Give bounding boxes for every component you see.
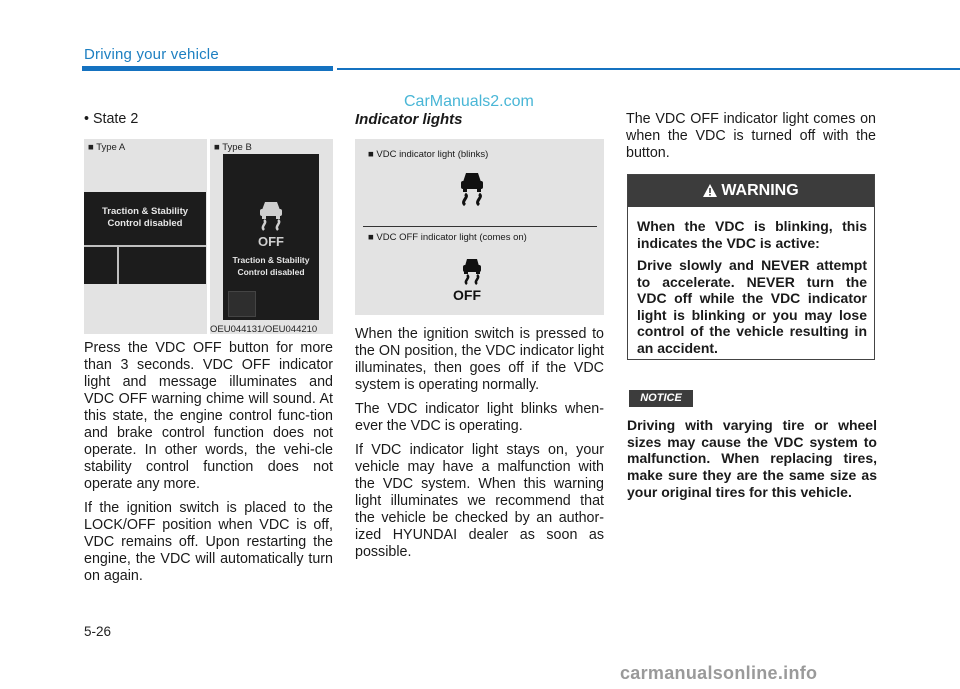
type-b-label: ■ Type B [214,142,252,153]
paragraph: If the ignition switch is placed to the LOCK/OFF position when VDC is off, VDC remains off. Upon restarting the engine, the VDC will automatically turn on again. [84,500,333,584]
type-b-cluster-screen [223,154,319,320]
vdc-off-indicator-icon [459,255,485,285]
vdc-off-intro: The VDC OFF indicator light comes on when the VDC is turned off with the button. [626,111,876,161]
type-b-off-text: OFF [258,234,284,249]
warning-paragraph: Drive slowly and NEVER attempt to accelerate. NEVER turn the VDC off while the VDC indicator light is blinking or you may lose control of the vehicle resulting in an accident. [637,257,867,356]
screen-a-hline [84,245,206,247]
indicator-lights-heading: Indicator lights [355,111,463,128]
paragraph: If VDC indicator light stays on, your vehicle may have a malfunction with the VDC system. When this warning light illuminates we recommend that the vehicle be checked by an author-ized HYUNDAI dealer as soon as possible. [355,442,604,560]
screen-a-vline [117,247,119,284]
warning-body [637,218,867,362]
warning-title: WARNING [721,182,799,199]
paragraph: Press the VDC OFF button for more than 3 seconds. VDC OFF indicator light and message illuminates and VDC OFF warning chime will sound. At this state, the engine control func-tion and brake control function does not operate. In other words, the vehi-cle stability control function does not operate any more. [84,340,333,492]
figure-separator [363,226,597,227]
type-b-message [223,254,319,278]
type-a-label: ■ Type A [88,142,126,153]
warning-box [627,174,875,360]
type-b-message-line1: Traction & Stability [232,255,310,265]
header-rule-thick [82,66,333,71]
paragraph: When the ignition switch is pressed to the ON position, the VDC indicator light illuminates, then goes off if the VDC system is operating normally. [355,326,604,393]
state-2-bullet: • State 2 [84,111,139,127]
site-watermark[interactable]: carmanualsonline.info [620,663,818,683]
type-b-message-line2: Control disabled [237,267,305,277]
watermark-top[interactable]: CarManuals2.com [404,93,534,110]
traction-message-figure [84,139,333,334]
header-rule-thin [337,68,960,70]
type-a-message [84,206,206,230]
paragraph: The VDC indicator light blinks when-ever the VDC is operating. [355,401,604,434]
type-a-message-line1: Traction & Stability [101,206,189,217]
notice-text: Driving with varying tire or wheel sizes may cause the VDC system to malfunction. When replacing tires, make sure they are the same size as your original tires for this vehicle. [627,417,877,500]
vdc-off-text: OFF [453,287,481,303]
vdc-indicator-icon [455,167,489,207]
type-a-message-line2: Control disabled [107,218,183,229]
figure-caption: OEU044131/OEU044210 [210,324,318,335]
page-number: 5-26 [84,624,112,639]
vdc-off-label: ■ VDC OFF indicator light (comes on) [368,232,527,243]
warning-paragraph: When the VDC is blinking, this indicates the VDC is active: [637,218,867,251]
notice-badge: NOTICE [629,390,693,407]
vdc-car-skid-icon [255,196,287,232]
indicator-lights-figure [355,139,604,315]
screen-b-box [228,291,256,317]
section-title: Driving your vehicle [84,46,219,63]
middle-column-text [355,326,604,568]
type-a-cluster-screen [84,192,206,284]
left-column-text [84,340,333,592]
vdc-blinks-label: ■ VDC indicator light (blinks) [368,149,489,160]
figure-divider [207,139,210,334]
warning-triangle-icon [703,184,717,197]
warning-header [628,175,874,207]
